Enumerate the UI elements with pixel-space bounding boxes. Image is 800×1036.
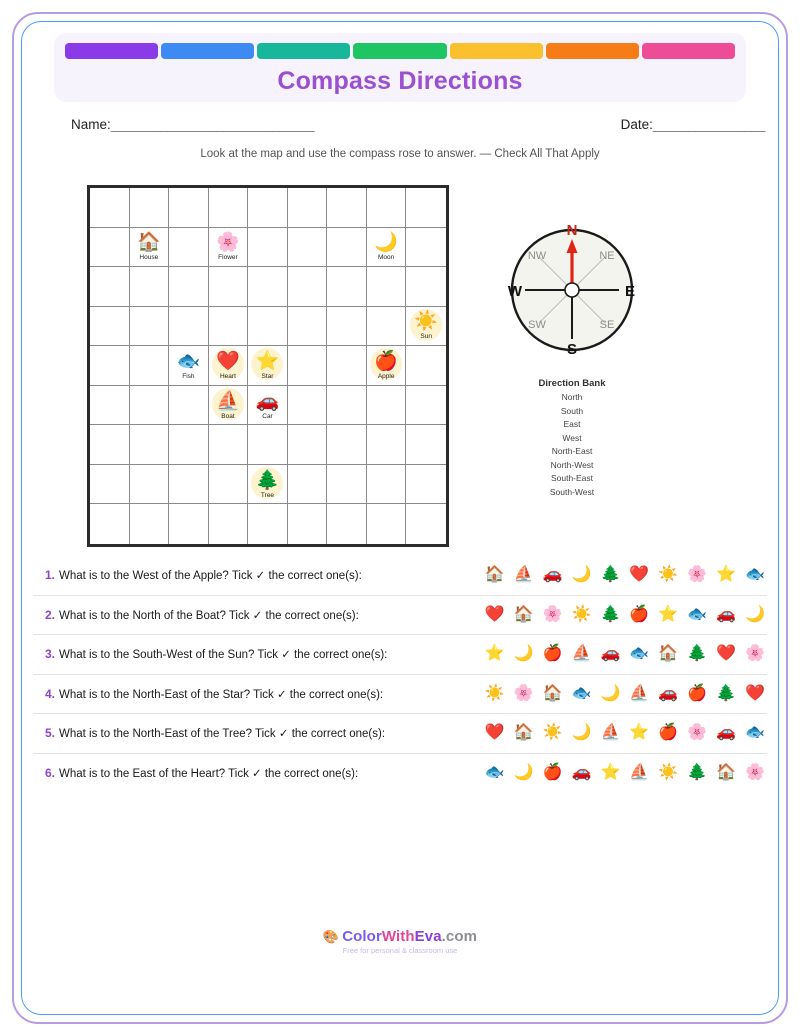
map-cell-empty[interactable] bbox=[169, 307, 209, 347]
answer-choice-icon[interactable]: 🚗 bbox=[716, 724, 737, 742]
direction-bank-item: West bbox=[562, 432, 582, 443]
answer-choice-icon[interactable]: ☀️ bbox=[542, 724, 563, 742]
map-cell-empty[interactable] bbox=[406, 267, 446, 307]
page-title: Compass Directions bbox=[277, 67, 523, 95]
question-row bbox=[33, 753, 767, 793]
worksheet-content bbox=[33, 33, 767, 1003]
color-bar-segment-1 bbox=[65, 43, 158, 59]
answer-choice-icon[interactable]: ⛵ bbox=[629, 763, 650, 781]
question-options bbox=[485, 764, 765, 782]
map-cell-empty[interactable] bbox=[327, 386, 367, 426]
map-item-label: Fish bbox=[182, 372, 195, 380]
direction-bank-item: South-West bbox=[549, 486, 595, 497]
map-cell-empty[interactable] bbox=[169, 386, 209, 426]
date-rule: ________________ bbox=[652, 117, 765, 132]
map-cell-empty[interactable] bbox=[130, 425, 170, 465]
map-cell-empty[interactable] bbox=[248, 188, 288, 228]
header-color-bar bbox=[65, 43, 735, 59]
answer-choice-icon[interactable]: 🌸 bbox=[513, 684, 534, 702]
question-row bbox=[33, 555, 767, 595]
question-number: 5. bbox=[45, 726, 56, 741]
answer-choice-icon[interactable]: ⭐ bbox=[484, 645, 505, 663]
star-icon: ⭐ bbox=[255, 350, 280, 372]
map-cell-empty[interactable] bbox=[90, 346, 130, 386]
map-cell-empty[interactable] bbox=[248, 504, 288, 544]
map-cell-empty[interactable] bbox=[288, 346, 328, 386]
question-text: What is to the North of the Boat? Tick ✓ the correct one(s): bbox=[59, 609, 359, 622]
map-grid[interactable] bbox=[87, 185, 449, 547]
answer-choice-icon[interactable]: ⭐ bbox=[629, 724, 650, 742]
compass-label-northeast: NE bbox=[599, 250, 615, 262]
map-cell-empty[interactable] bbox=[130, 504, 170, 544]
palette-icon: 🎨 bbox=[322, 929, 340, 944]
map-cell-empty[interactable] bbox=[130, 465, 170, 505]
question-options bbox=[485, 566, 765, 584]
map-cell-empty[interactable] bbox=[90, 267, 130, 307]
question-text: What is to the North-East of the Star? Tick ✓ the correct one(s): bbox=[59, 688, 384, 701]
map-cell-empty[interactable] bbox=[327, 465, 367, 505]
map-item-label: Moon bbox=[378, 254, 395, 262]
question-number: 4. bbox=[45, 686, 56, 701]
map-cell-apple[interactable] bbox=[367, 346, 407, 386]
compass-rose bbox=[497, 215, 647, 365]
map-cell-empty[interactable] bbox=[406, 465, 446, 505]
name-label: Name: bbox=[71, 117, 111, 132]
map-cell-empty[interactable] bbox=[288, 386, 328, 426]
question-text: What is to the South-West of the Sun? Tick ✓ the correct one(s): bbox=[59, 649, 388, 662]
map-cell-empty[interactable] bbox=[130, 346, 170, 386]
map-cell-empty[interactable] bbox=[406, 346, 446, 386]
answer-choice-icon[interactable]: ☀️ bbox=[658, 565, 679, 583]
map-cell-empty[interactable] bbox=[327, 307, 367, 347]
map-cell-empty[interactable] bbox=[367, 504, 407, 544]
question-number: 3. bbox=[45, 647, 56, 662]
map-cell-empty[interactable] bbox=[169, 267, 209, 307]
question-row bbox=[33, 595, 767, 635]
answer-choice-icon[interactable]: ☀️ bbox=[484, 684, 505, 702]
direction-bank-title: Direction Bank bbox=[538, 378, 606, 389]
answer-choice-icon[interactable]: 🍎 bbox=[658, 724, 679, 742]
tree-icon: 🌲 bbox=[255, 469, 280, 491]
color-bar-segment-7 bbox=[642, 43, 735, 59]
map-cell-empty[interactable] bbox=[406, 228, 446, 268]
map-cell-empty[interactable] bbox=[90, 425, 130, 465]
answer-choice-icon[interactable]: 🌸 bbox=[687, 724, 708, 742]
date-label: Date: bbox=[620, 117, 653, 132]
footer-tagline: Free for personal & classroom use bbox=[342, 946, 458, 955]
flower-icon: 🌸 bbox=[216, 232, 240, 254]
name-date-row bbox=[33, 117, 767, 139]
answer-choice-icon[interactable]: 🍎 bbox=[542, 763, 563, 781]
answer-choice-icon[interactable]: 🏠 bbox=[716, 763, 737, 781]
map-cell-empty[interactable] bbox=[406, 425, 446, 465]
map-item-label: Car bbox=[262, 412, 273, 420]
question-text: What is to the North-East of the Tree? Tick ✓ the correct one(s): bbox=[59, 728, 386, 741]
question-number: 1. bbox=[45, 567, 56, 582]
answer-choice-icon[interactable]: 🌲 bbox=[600, 605, 621, 623]
color-bar-segment-5 bbox=[450, 43, 543, 59]
compass-label-east: E bbox=[624, 283, 636, 300]
answer-choice-icon[interactable]: 🌙 bbox=[571, 724, 592, 742]
color-bar-segment-4 bbox=[353, 43, 446, 59]
map-cell-empty[interactable] bbox=[90, 386, 130, 426]
map-cell-empty[interactable] bbox=[406, 386, 446, 426]
direction-bank-item: South bbox=[560, 405, 584, 416]
map-item-label: Sun bbox=[420, 333, 432, 341]
answer-choice-icon[interactable]: 🌙 bbox=[513, 763, 534, 781]
question-options bbox=[485, 685, 765, 703]
map-cell-empty[interactable] bbox=[169, 504, 209, 544]
map-cell-empty[interactable] bbox=[90, 504, 130, 544]
map-cell-empty[interactable] bbox=[327, 188, 367, 228]
question-row bbox=[33, 674, 767, 714]
compass-hub bbox=[565, 283, 579, 297]
question-text: What is to the East of the Heart? Tick ✓ the correct one(s): bbox=[59, 767, 359, 780]
answer-choice-icon[interactable]: ⭐ bbox=[658, 605, 679, 623]
answer-choice-icon[interactable]: 🌙 bbox=[745, 605, 765, 623]
map-cell-empty[interactable] bbox=[90, 188, 130, 228]
question-number: 6. bbox=[45, 765, 56, 780]
house-icon: 🏠 bbox=[136, 232, 161, 254]
answer-choice-icon[interactable]: 🌙 bbox=[513, 645, 534, 663]
map-cell-empty[interactable] bbox=[209, 188, 249, 228]
map-cell-empty[interactable] bbox=[288, 465, 328, 505]
answer-choice-icon[interactable]: ❤️ bbox=[484, 605, 505, 623]
map-cell-empty[interactable] bbox=[169, 228, 209, 268]
compass-label-west: W bbox=[507, 283, 523, 300]
answer-choice-icon[interactable]: ⭐ bbox=[600, 763, 621, 781]
answer-choice-icon[interactable]: 🐟 bbox=[571, 684, 592, 702]
map-cell-empty[interactable] bbox=[169, 465, 209, 505]
map-cell-empty[interactable] bbox=[90, 228, 130, 268]
name-rule: _____________________________ bbox=[110, 117, 314, 132]
brand-with-text: With bbox=[381, 928, 415, 945]
brand-line[interactable] bbox=[33, 928, 767, 945]
answer-choice-icon[interactable]: ⛵ bbox=[571, 645, 592, 663]
question-options bbox=[485, 606, 765, 624]
car-icon: 🚗 bbox=[255, 390, 280, 412]
map-cell-empty[interactable] bbox=[209, 267, 249, 307]
direction-bank-item: North bbox=[561, 392, 583, 402]
answer-choice-icon[interactable]: 🚗 bbox=[716, 605, 737, 623]
compass-label-southwest: SW bbox=[528, 319, 546, 331]
answer-choice-icon[interactable]: 🌸 bbox=[687, 565, 708, 583]
answer-choice-icon[interactable]: 🏠 bbox=[513, 724, 534, 742]
color-bar-segment-3 bbox=[257, 43, 350, 59]
answer-choice-icon[interactable]: 🐟 bbox=[745, 565, 765, 583]
answer-choice-icon[interactable]: 🌸 bbox=[745, 645, 765, 663]
color-bar-segment-6 bbox=[546, 43, 639, 59]
map-cell-empty[interactable] bbox=[90, 465, 130, 505]
fish-icon: 🐟 bbox=[176, 350, 201, 372]
answer-choice-icon[interactable]: 🌸 bbox=[745, 763, 765, 781]
map-cell-sun[interactable] bbox=[406, 307, 446, 347]
question-text: What is to the West of the Apple? Tick ✓ the correct one(s): bbox=[59, 569, 362, 582]
answer-choice-icon[interactable]: 🐟 bbox=[484, 763, 505, 781]
map-cell-empty[interactable] bbox=[288, 425, 328, 465]
answer-choice-icon[interactable]: 🌙 bbox=[571, 565, 592, 583]
map-cell-empty[interactable] bbox=[248, 267, 288, 307]
compass-label-northwest: NW bbox=[527, 250, 547, 262]
sun-icon: ☀️ bbox=[414, 311, 439, 333]
answer-choice-icon[interactable]: 🍎 bbox=[542, 645, 563, 663]
answer-choice-icon[interactable]: ☀️ bbox=[571, 605, 592, 623]
footer-branding bbox=[33, 928, 767, 955]
answer-choice-icon[interactable]: 🏠 bbox=[542, 684, 563, 702]
answer-choice-icon[interactable]: 🌲 bbox=[687, 645, 708, 663]
map-cell-empty[interactable] bbox=[130, 386, 170, 426]
map-cell-empty[interactable] bbox=[248, 228, 288, 268]
map-cell-boat[interactable] bbox=[209, 386, 249, 426]
map-cell-empty[interactable] bbox=[367, 465, 407, 505]
answer-choice-icon[interactable]: ⛵ bbox=[513, 565, 534, 583]
heart-icon: ❤️ bbox=[216, 350, 240, 372]
direction-bank-item: North-West bbox=[550, 459, 594, 470]
map-item-label: Apple bbox=[377, 372, 395, 380]
map-cell-empty[interactable] bbox=[367, 267, 407, 307]
question-row bbox=[33, 634, 767, 674]
map-cell-empty[interactable] bbox=[367, 386, 407, 426]
direction-bank-item: East bbox=[563, 419, 581, 429]
map-cell-empty[interactable] bbox=[327, 504, 367, 544]
map-cell-empty[interactable] bbox=[209, 504, 249, 544]
map-cell-empty[interactable] bbox=[327, 267, 367, 307]
direction-bank bbox=[482, 378, 662, 499]
answer-choice-icon[interactable]: 🚗 bbox=[600, 645, 621, 663]
map-cell-fish[interactable] bbox=[169, 346, 209, 386]
answer-choice-icon[interactable]: 🏠 bbox=[658, 645, 679, 663]
instructions-text: Look at the map and use the compass rose to answer. — Check All That Apply bbox=[200, 148, 600, 160]
direction-bank-item: North-East bbox=[551, 446, 593, 456]
map-cell-empty[interactable] bbox=[327, 425, 367, 465]
answer-choice-icon[interactable]: ☀️ bbox=[658, 763, 679, 781]
map-item-label: Tree bbox=[260, 491, 275, 499]
brand-eva-text: Eva bbox=[414, 928, 442, 945]
map-cell-empty[interactable] bbox=[367, 188, 407, 228]
answer-choice-icon[interactable]: ⭐ bbox=[716, 565, 737, 583]
answer-choice-icon[interactable]: 🚗 bbox=[658, 684, 679, 702]
answer-choice-icon[interactable]: 🍎 bbox=[687, 684, 708, 702]
boat-icon: ⛵ bbox=[216, 390, 240, 412]
map-cell-empty[interactable] bbox=[288, 504, 328, 544]
map-cell-car[interactable] bbox=[248, 386, 288, 426]
brand-color-text: Color bbox=[342, 928, 382, 945]
map-item-label: Heart bbox=[219, 372, 236, 380]
question-row bbox=[33, 713, 767, 753]
answer-choice-icon[interactable]: 🐟 bbox=[745, 724, 765, 742]
answer-choice-icon[interactable]: ❤️ bbox=[745, 684, 765, 702]
answer-choice-icon[interactable]: ❤️ bbox=[484, 724, 505, 742]
answer-choice-icon[interactable]: ❤️ bbox=[716, 645, 737, 663]
map-cell-empty[interactable] bbox=[248, 425, 288, 465]
compass-label-north: N bbox=[566, 222, 578, 239]
compass-label-southeast: SE bbox=[599, 319, 615, 331]
answer-choice-icon[interactable]: ⛵ bbox=[629, 684, 650, 702]
map-cell-empty[interactable] bbox=[90, 307, 130, 347]
map-cell-empty[interactable] bbox=[130, 307, 170, 347]
compass-label-south: S bbox=[566, 341, 578, 358]
brand-tld-text: .com bbox=[441, 928, 478, 945]
answer-choice-icon[interactable]: 🐟 bbox=[687, 605, 708, 623]
map-cell-star[interactable] bbox=[248, 346, 288, 386]
question-number: 2. bbox=[45, 607, 56, 622]
map-cell-empty[interactable] bbox=[288, 228, 328, 268]
map-item-label: Flower bbox=[218, 254, 238, 262]
map-item-label: Star bbox=[261, 372, 274, 380]
answer-choice-icon[interactable]: 🍎 bbox=[629, 605, 650, 623]
date-field[interactable] bbox=[621, 117, 765, 132]
map-cell-empty[interactable] bbox=[327, 228, 367, 268]
question-options bbox=[485, 645, 765, 663]
map-cell-empty[interactable] bbox=[288, 188, 328, 228]
apple-icon: 🍎 bbox=[374, 350, 398, 372]
map-cell-empty[interactable] bbox=[209, 307, 249, 347]
map-cell-flower[interactable] bbox=[209, 228, 249, 268]
answer-choice-icon[interactable]: 🌸 bbox=[542, 605, 563, 623]
map-cell-empty[interactable] bbox=[367, 425, 407, 465]
color-bar-segment-2 bbox=[161, 43, 254, 59]
name-field[interactable] bbox=[71, 117, 314, 132]
answer-choice-icon[interactable]: 🌲 bbox=[687, 763, 708, 781]
map-cell-empty[interactable] bbox=[288, 307, 328, 347]
questions-list bbox=[33, 555, 767, 792]
map-item-label: House bbox=[139, 254, 159, 262]
map-cell-empty[interactable] bbox=[406, 188, 446, 228]
direction-bank-list bbox=[482, 391, 662, 499]
moon-icon: 🌙 bbox=[374, 232, 398, 254]
map-cell-empty[interactable] bbox=[209, 425, 249, 465]
map-cell-empty[interactable] bbox=[169, 188, 209, 228]
answer-choice-icon[interactable]: 🏠 bbox=[513, 605, 534, 623]
map-item-label: Boat bbox=[221, 412, 235, 420]
direction-bank-item: South-East bbox=[550, 473, 594, 483]
question-options bbox=[485, 724, 765, 742]
map-cell-empty[interactable] bbox=[288, 267, 328, 307]
map-cell-empty[interactable] bbox=[130, 188, 170, 228]
answer-choice-icon[interactable]: ⛵ bbox=[600, 724, 621, 742]
answer-choice-icon[interactable]: 🐟 bbox=[629, 645, 650, 663]
map-cell-moon[interactable] bbox=[367, 228, 407, 268]
map-cell-empty[interactable] bbox=[248, 307, 288, 347]
map-cell-empty[interactable] bbox=[367, 307, 407, 347]
map-cell-tree[interactable] bbox=[248, 465, 288, 505]
map-cell-empty[interactable] bbox=[169, 425, 209, 465]
answer-choice-icon[interactable]: 🚗 bbox=[542, 565, 563, 583]
map-cell-empty[interactable] bbox=[209, 465, 249, 505]
answer-choice-icon[interactable]: ❤️ bbox=[629, 565, 650, 583]
map-cell-empty[interactable] bbox=[327, 346, 367, 386]
map-cell-house[interactable] bbox=[130, 228, 170, 268]
answer-choice-icon[interactable]: 🌙 bbox=[600, 684, 621, 702]
map-cell-empty[interactable] bbox=[406, 504, 446, 544]
map-cell-heart[interactable] bbox=[209, 346, 249, 386]
answer-choice-icon[interactable]: 🌲 bbox=[716, 684, 737, 702]
map-cell-empty[interactable] bbox=[130, 267, 170, 307]
answer-choice-icon[interactable]: 🌲 bbox=[600, 565, 621, 583]
answer-choice-icon[interactable]: 🚗 bbox=[571, 763, 592, 781]
answer-choice-icon[interactable]: 🏠 bbox=[484, 565, 505, 583]
